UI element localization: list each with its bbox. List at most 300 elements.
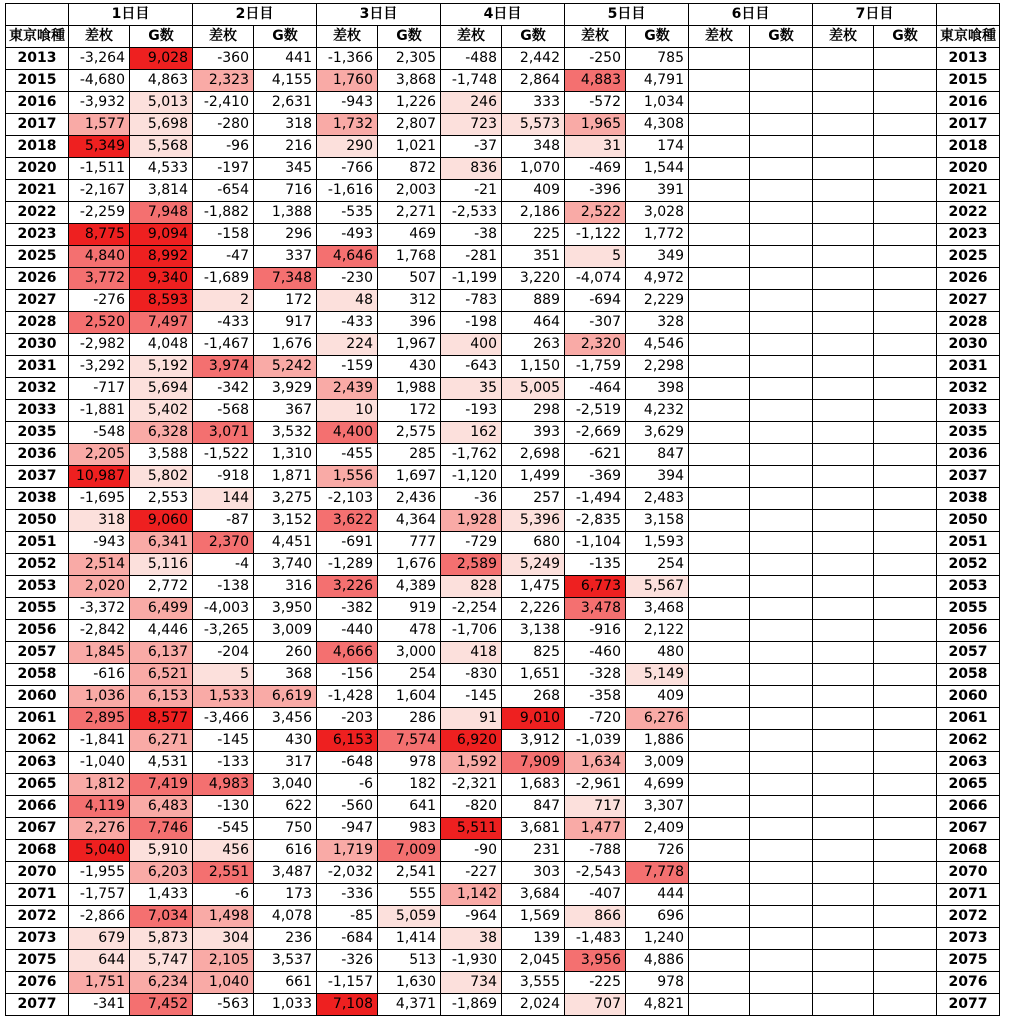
diff-coins-cell: -440: [317, 620, 378, 642]
games-count-cell: 174: [626, 136, 689, 158]
games-count-cell: 825: [502, 642, 565, 664]
games-count-cell: 469: [378, 224, 441, 246]
games-count-cell: 3,555: [502, 972, 565, 994]
diff-coins-cell: -648: [317, 752, 378, 774]
games-count-cell: 1,988: [378, 378, 441, 400]
machine-number-cell: 2033: [6, 400, 69, 422]
diff-coins-cell: -691: [317, 532, 378, 554]
machine-number-cell: 2015: [937, 70, 1000, 92]
table-row: [6, 312, 1000, 334]
empty-cell: [750, 312, 813, 334]
games-count-cell: 8,593: [130, 290, 193, 312]
empty-cell: [689, 70, 750, 92]
diff-coins-cell: -488: [441, 48, 502, 70]
diff-coins-cell: 3,956: [565, 950, 626, 972]
games-count-cell: 368: [254, 664, 317, 686]
diff-coins-cell: 6,773: [565, 576, 626, 598]
games-count-cell: 1,871: [254, 466, 317, 488]
day-header: 2日目: [193, 4, 317, 26]
diff-coins-cell: 4,666: [317, 642, 378, 664]
empty-cell: [813, 708, 874, 730]
games-count-cell: 5,910: [130, 840, 193, 862]
games-count-cell: 5,873: [130, 928, 193, 950]
diff-coins-cell: -2,961: [565, 774, 626, 796]
day-header: 7日目: [813, 4, 937, 26]
games-count-cell: 507: [378, 268, 441, 290]
games-count-cell: 4,533: [130, 158, 193, 180]
diff-coins-cell: 3,974: [193, 356, 254, 378]
machine-number-cell: 2026: [937, 268, 1000, 290]
diff-coins-cell: 5,511: [441, 818, 502, 840]
table-row: [6, 972, 1000, 994]
diff-coins-cell: -87: [193, 510, 254, 532]
diff-coins-cell: 162: [441, 422, 502, 444]
diff-coins-cell: 318: [69, 510, 130, 532]
empty-cell: [750, 224, 813, 246]
games-count-cell: 393: [502, 422, 565, 444]
games-count-cell: 286: [378, 708, 441, 730]
games-count-cell: 303: [502, 862, 565, 884]
games-count-cell: 3,158: [626, 510, 689, 532]
machine-number-cell: 2020: [6, 158, 69, 180]
diff-coins-cell: 2,020: [69, 576, 130, 598]
diff-coins-cell: -535: [317, 202, 378, 224]
diff-coins-cell: 2,205: [69, 444, 130, 466]
diff-coins-cell: -1,104: [565, 532, 626, 554]
empty-cell: [874, 840, 937, 862]
diff-coins-cell: -3,466: [193, 708, 254, 730]
machine-number-cell: 2076: [937, 972, 1000, 994]
machine-number-cell: 2076: [6, 972, 69, 994]
diff-coins-cell: -464: [565, 378, 626, 400]
empty-cell: [750, 114, 813, 136]
diff-coins-cell: 1,040: [193, 972, 254, 994]
empty-cell: [750, 686, 813, 708]
diff-coins-cell: -469: [565, 158, 626, 180]
diff-coins-cell: 4,983: [193, 774, 254, 796]
diff-coins-cell: -1,428: [317, 686, 378, 708]
empty-cell: [750, 488, 813, 510]
empty-cell: [813, 576, 874, 598]
diff-coins-cell: -341: [69, 994, 130, 1016]
games-count-cell: 1,499: [502, 466, 565, 488]
machine-number-cell: 2023: [6, 224, 69, 246]
diff-coins-cell: 1,498: [193, 906, 254, 928]
empty-cell: [750, 840, 813, 862]
games-count-cell: 312: [378, 290, 441, 312]
machine-number-cell: 2057: [937, 642, 1000, 664]
empty-cell: [813, 752, 874, 774]
machine-number-cell: 2030: [937, 334, 1000, 356]
diff-coins-cell: -493: [317, 224, 378, 246]
machine-number-cell: 2038: [937, 488, 1000, 510]
games-count-cell: 182: [378, 774, 441, 796]
empty-cell: [689, 796, 750, 818]
diff-coins-cell: -328: [565, 664, 626, 686]
games-count-cell: 3,152: [254, 510, 317, 532]
empty-cell: [813, 774, 874, 796]
empty-cell: [813, 136, 874, 158]
games-count-cell: 139: [502, 928, 565, 950]
empty-cell: [750, 752, 813, 774]
games-count-cell: 409: [626, 686, 689, 708]
games-count-header: G数: [750, 26, 813, 48]
empty-cell: [874, 928, 937, 950]
diff-coins-cell: -943: [69, 532, 130, 554]
table-row: [6, 928, 1000, 950]
diff-coins-header: 差枚: [441, 26, 502, 48]
empty-cell: [813, 620, 874, 642]
games-count-cell: 7,419: [130, 774, 193, 796]
games-count-cell: 1,886: [626, 730, 689, 752]
diff-coins-cell: -433: [317, 312, 378, 334]
diff-coins-cell: -225: [565, 972, 626, 994]
machine-number-cell: 2077: [937, 994, 1000, 1016]
machine-number-cell: 2050: [937, 510, 1000, 532]
diff-coins-cell: -36: [441, 488, 502, 510]
empty-cell: [750, 928, 813, 950]
games-count-cell: 5,573: [502, 114, 565, 136]
empty-cell: [750, 730, 813, 752]
day-header-row: [6, 4, 1000, 26]
machine-number-cell: 2065: [6, 774, 69, 796]
diff-coins-cell: -1,762: [441, 444, 502, 466]
games-count-cell: 4,232: [626, 400, 689, 422]
games-count-cell: 349: [626, 246, 689, 268]
machine-number-cell: 2073: [937, 928, 1000, 950]
machine-number-cell: 2071: [6, 884, 69, 906]
diff-coins-cell: -563: [193, 994, 254, 1016]
machine-number-cell: 2022: [937, 202, 1000, 224]
diff-coins-cell: -145: [193, 730, 254, 752]
empty-cell: [874, 642, 937, 664]
games-count-cell: 3,740: [254, 554, 317, 576]
games-count-cell: 4,791: [626, 70, 689, 92]
games-count-cell: 1,593: [626, 532, 689, 554]
empty-cell: [750, 906, 813, 928]
machine-number-cell: 2031: [6, 356, 69, 378]
diff-coins-cell: -1,759: [565, 356, 626, 378]
machine-number-cell: 2055: [937, 598, 1000, 620]
games-count-cell: 4,446: [130, 620, 193, 642]
games-count-cell: 4,699: [626, 774, 689, 796]
diff-coins-cell: 7,108: [317, 994, 378, 1016]
empty-cell: [689, 708, 750, 730]
diff-coins-cell: -2,259: [69, 202, 130, 224]
diff-coins-cell: 304: [193, 928, 254, 950]
empty-cell: [813, 796, 874, 818]
machine-number-cell: 2017: [937, 114, 1000, 136]
machine-number-cell: 2037: [6, 466, 69, 488]
games-count-header: G数: [626, 26, 689, 48]
games-count-cell: 1,070: [502, 158, 565, 180]
empty-cell: [689, 400, 750, 422]
table-row: [6, 862, 1000, 884]
games-count-cell: 513: [378, 950, 441, 972]
diff-coins-cell: -1,494: [565, 488, 626, 510]
machine-number-cell: 2031: [937, 356, 1000, 378]
empty-cell: [813, 510, 874, 532]
empty-cell: [874, 884, 937, 906]
empty-cell: [689, 334, 750, 356]
empty-cell: [689, 268, 750, 290]
machine-number-cell: 2053: [6, 576, 69, 598]
diff-coins-cell: -2,543: [565, 862, 626, 884]
diff-coins-cell: -47: [193, 246, 254, 268]
diff-coins-cell: -654: [193, 180, 254, 202]
empty-cell: [874, 686, 937, 708]
games-count-cell: 3,912: [502, 730, 565, 752]
diff-coins-cell: 2,589: [441, 554, 502, 576]
diff-coins-cell: -2,842: [69, 620, 130, 642]
machine-number-cell: 2075: [6, 950, 69, 972]
diff-coins-cell: 6,153: [317, 730, 378, 752]
empty-cell: [689, 158, 750, 180]
games-count-cell: 5,013: [130, 92, 193, 114]
games-count-cell: 777: [378, 532, 441, 554]
games-count-cell: 4,863: [130, 70, 193, 92]
empty-cell: [750, 642, 813, 664]
empty-cell: [689, 664, 750, 686]
diff-coins-cell: 1,965: [565, 114, 626, 136]
diff-coins-cell: -197: [193, 158, 254, 180]
diff-coins-cell: 91: [441, 708, 502, 730]
machine-number-cell: 2058: [937, 664, 1000, 686]
games-count-cell: 3,684: [502, 884, 565, 906]
machine-number-cell: 2017: [6, 114, 69, 136]
games-count-cell: 6,276: [626, 708, 689, 730]
table-row: [6, 114, 1000, 136]
games-count-cell: 172: [254, 290, 317, 312]
games-count-cell: 225: [502, 224, 565, 246]
diff-coins-cell: -369: [565, 466, 626, 488]
games-count-cell: 7,034: [130, 906, 193, 928]
empty-cell: [689, 862, 750, 884]
games-count-cell: 1,683: [502, 774, 565, 796]
games-count-cell: 7,009: [378, 840, 441, 862]
empty-cell: [813, 334, 874, 356]
empty-cell: [813, 224, 874, 246]
games-count-cell: 2,298: [626, 356, 689, 378]
games-count-cell: 2,229: [626, 290, 689, 312]
games-count-cell: 2,045: [502, 950, 565, 972]
machine-number-cell: 2075: [937, 950, 1000, 972]
games-count-cell: 231: [502, 840, 565, 862]
diff-coins-cell: 1,845: [69, 642, 130, 664]
games-count-cell: 716: [254, 180, 317, 202]
games-count-cell: 3,950: [254, 598, 317, 620]
diff-coins-cell: -156: [317, 664, 378, 686]
games-count-cell: 1,475: [502, 576, 565, 598]
games-count-cell: 7,497: [130, 312, 193, 334]
diff-coins-cell: 836: [441, 158, 502, 180]
diff-coins-cell: -1,748: [441, 70, 502, 92]
machine-number-cell: 2021: [937, 180, 1000, 202]
empty-cell: [750, 180, 813, 202]
table-row: [6, 488, 1000, 510]
empty-cell: [813, 92, 874, 114]
diff-coins-cell: -250: [565, 48, 626, 70]
table-row: [6, 180, 1000, 202]
empty-cell: [750, 796, 813, 818]
empty-cell: [813, 114, 874, 136]
diff-coins-cell: 644: [69, 950, 130, 972]
diff-coins-cell: -2,410: [193, 92, 254, 114]
diff-coins-cell: 1,142: [441, 884, 502, 906]
empty-cell: [750, 554, 813, 576]
games-count-cell: 260: [254, 642, 317, 664]
empty-cell: [874, 114, 937, 136]
diff-coins-cell: -1,955: [69, 862, 130, 884]
diff-coins-cell: 3,071: [193, 422, 254, 444]
games-count-cell: 5,242: [254, 356, 317, 378]
games-count-cell: 4,048: [130, 334, 193, 356]
games-count-cell: 391: [626, 180, 689, 202]
diff-coins-cell: -545: [193, 818, 254, 840]
empty-cell: [874, 708, 937, 730]
diff-coins-cell: 10,987: [69, 466, 130, 488]
empty-cell: [813, 246, 874, 268]
diff-coins-cell: -342: [193, 378, 254, 400]
diff-coins-cell: 5: [565, 246, 626, 268]
machine-number-cell: 2051: [6, 532, 69, 554]
day-header: 6日目: [689, 4, 813, 26]
diff-coins-cell: 3,772: [69, 268, 130, 290]
empty-cell: [813, 422, 874, 444]
table-row: [6, 950, 1000, 972]
day-header: 1日目: [69, 4, 193, 26]
empty-cell: [750, 422, 813, 444]
empty-cell: [874, 444, 937, 466]
table-row: [6, 796, 1000, 818]
diff-coins-cell: 2,551: [193, 862, 254, 884]
machine-number-cell: 2068: [937, 840, 1000, 862]
games-count-cell: 2,807: [378, 114, 441, 136]
empty-cell: [813, 532, 874, 554]
games-count-cell: 847: [626, 444, 689, 466]
diff-coins-cell: -460: [565, 642, 626, 664]
empty-cell: [813, 356, 874, 378]
diff-coins-cell: -360: [193, 48, 254, 70]
diff-coins-cell: -766: [317, 158, 378, 180]
games-count-cell: 7,452: [130, 994, 193, 1016]
machine-number-cell: 2027: [6, 290, 69, 312]
empty-cell: [874, 400, 937, 422]
table-row: [6, 708, 1000, 730]
diff-coins-cell: -276: [69, 290, 130, 312]
diff-coins-cell: 48: [317, 290, 378, 312]
games-count-cell: 1,388: [254, 202, 317, 224]
table-row: [6, 532, 1000, 554]
games-count-cell: 2,186: [502, 202, 565, 224]
games-count-cell: 4,389: [378, 576, 441, 598]
games-count-cell: 5,747: [130, 950, 193, 972]
games-count-cell: 3,868: [378, 70, 441, 92]
games-count-cell: 919: [378, 598, 441, 620]
diff-coins-cell: -96: [193, 136, 254, 158]
games-count-cell: 1,768: [378, 246, 441, 268]
empty-cell: [689, 554, 750, 576]
diff-coins-cell: -38: [441, 224, 502, 246]
empty-cell: [689, 686, 750, 708]
diff-coins-cell: 4,646: [317, 246, 378, 268]
empty-cell: [874, 994, 937, 1016]
table-row: [6, 136, 1000, 158]
empty-cell: [689, 48, 750, 70]
machine-number-cell: 2052: [6, 554, 69, 576]
table-row: [6, 290, 1000, 312]
diff-coins-cell: -3,372: [69, 598, 130, 620]
empty-cell: [750, 664, 813, 686]
empty-cell: [689, 730, 750, 752]
games-count-cell: 5,402: [130, 400, 193, 422]
games-count-cell: 3,456: [254, 708, 317, 730]
machine-number-cell: 2055: [6, 598, 69, 620]
machine-number-cell: 2028: [937, 312, 1000, 334]
games-count-cell: 398: [626, 378, 689, 400]
empty-cell: [689, 356, 750, 378]
games-count-cell: 285: [378, 444, 441, 466]
machine-number-cell: 2018: [937, 136, 1000, 158]
games-count-cell: 661: [254, 972, 317, 994]
diff-coins-cell: -138: [193, 576, 254, 598]
games-count-cell: 889: [502, 290, 565, 312]
machine-number-cell: 2027: [937, 290, 1000, 312]
empty-cell: [874, 532, 937, 554]
diff-coins-cell: -720: [565, 708, 626, 730]
games-count-cell: 348: [502, 136, 565, 158]
diff-coins-cell: -964: [441, 906, 502, 928]
diff-coins-cell: 2,520: [69, 312, 130, 334]
diff-coins-cell: -1,706: [441, 620, 502, 642]
machine-number-cell: 2063: [6, 752, 69, 774]
table-row: [6, 818, 1000, 840]
machine-number-cell: 2020: [937, 158, 1000, 180]
games-count-cell: 5,698: [130, 114, 193, 136]
empty-cell: [874, 510, 937, 532]
diff-coins-cell: -1,841: [69, 730, 130, 752]
games-count-cell: 872: [378, 158, 441, 180]
machine-number-cell: 2060: [937, 686, 1000, 708]
diff-coins-cell: -382: [317, 598, 378, 620]
games-count-cell: 4,886: [626, 950, 689, 972]
diff-coins-cell: 4,119: [69, 796, 130, 818]
games-count-cell: 3,138: [502, 620, 565, 642]
games-count-cell: 5,802: [130, 466, 193, 488]
machine-number-cell: 2035: [937, 422, 1000, 444]
diff-coins-cell: 3,622: [317, 510, 378, 532]
empty-cell: [689, 488, 750, 510]
diff-coins-cell: -198: [441, 312, 502, 334]
diff-coins-cell: 1,556: [317, 466, 378, 488]
diff-coins-cell: -2,103: [317, 488, 378, 510]
games-count-cell: 2,003: [378, 180, 441, 202]
games-count-cell: 641: [378, 796, 441, 818]
corner-blank-cell: [6, 4, 69, 26]
empty-cell: [813, 312, 874, 334]
diff-coins-cell: -281: [441, 246, 502, 268]
empty-cell: [874, 378, 937, 400]
diff-coins-cell: 4,883: [565, 70, 626, 92]
diff-coins-cell: -684: [317, 928, 378, 950]
games-count-cell: 7,909: [502, 752, 565, 774]
empty-cell: [813, 158, 874, 180]
games-count-cell: 316: [254, 576, 317, 598]
games-count-cell: 2,553: [130, 488, 193, 510]
diff-coins-cell: 1,592: [441, 752, 502, 774]
games-count-cell: 978: [378, 752, 441, 774]
diff-coins-cell: -4,680: [69, 70, 130, 92]
